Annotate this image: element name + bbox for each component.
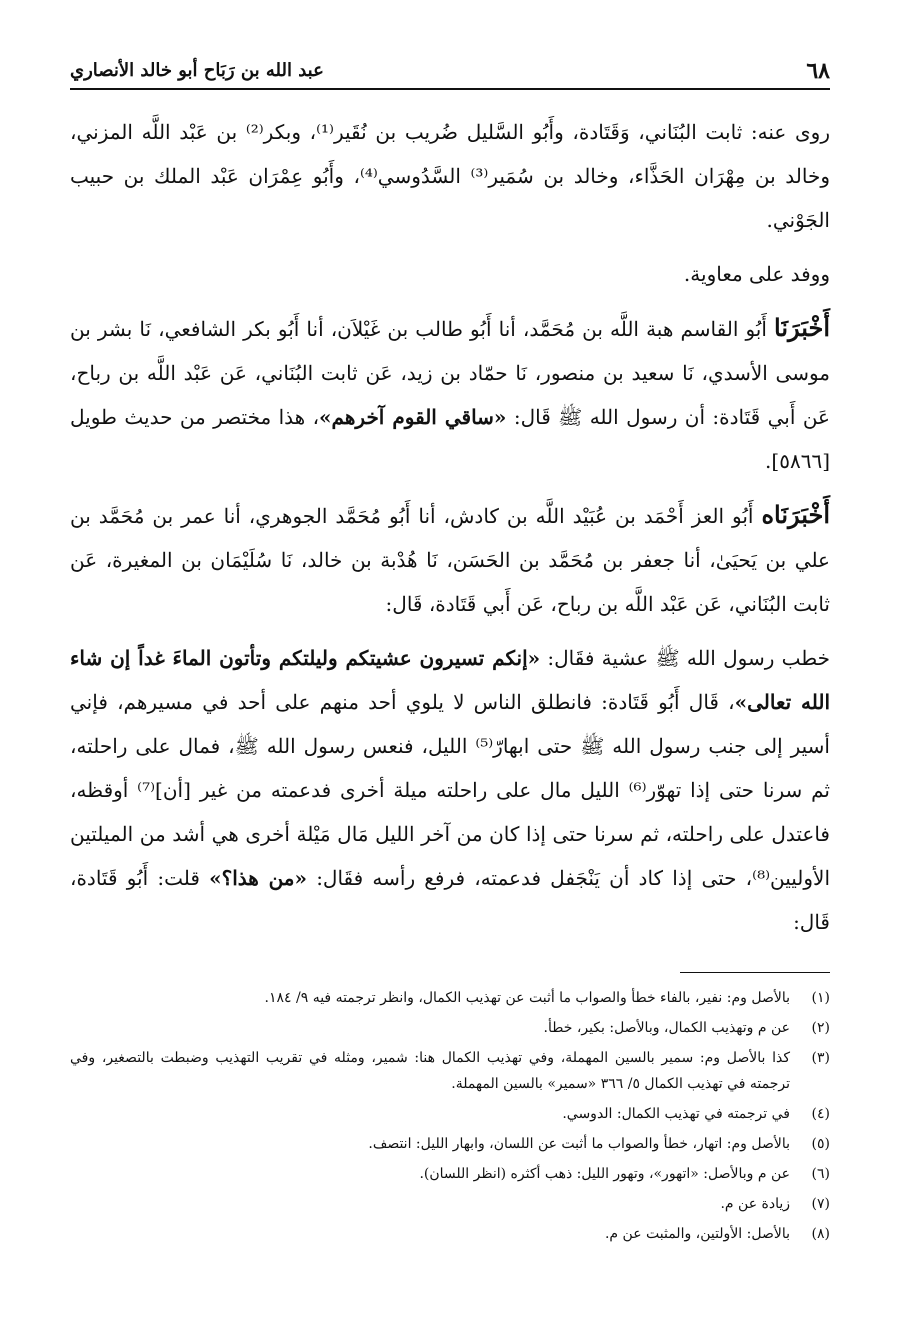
paragraph-hadith-1: أَخْبَرَنَا أَبُو القاسم هبة اللَّه بن مُحَمَّد، أنا أَبُو طالب بن غَيْلاَن، أنا أَبُو بكر الشافعي، نَا بشر بن موسى الأسدي، نَا سعيد بن منصور، نَا حمّاد بن زيد، عَن ثابت البُنَاني، عَن عَبْد اللَّه بن رباح، عَن أَبي قَتَادة: أن رسول الله ﷺ قَال: «ساقي القوم آخرهم»، هذا مختصر من حديث طويل [٥٨٦٦].: [70, 313, 830, 473]
footnote-text: في ترجمته في تهذيب الكمال: الدوسي.: [562, 1106, 790, 1122]
hadith-narrative: ، قَال أَبُو قَتَادة: فانطلق الناس لا يلوي أحد منهم على أحد في مسيرهم، فإني أسير إلى جنب رسول الله ﷺ حتى ابهارّ⁽⁵⁾ الليل، فنعس رسول الله ﷺ، فمال على راحلته، ثم سرنا حتى إذا تهوّر⁽⁶⁾ الليل مال على راحلته ميلة أخرى فدعمته من غير [أن]⁽⁷⁾ أوقظه، فاعتدل على راحلته، ثم سرنا حتى إذا كان من آخر الليل مَال مَيْلة أخرى هي أشد من الميلتين الأوليين⁽⁸⁾، حتى إذا كاد أن يَنْجَفل فدعمته، فرفع رأسه فقَال:: [70, 690, 831, 890]
hadith-answer: قلت: أَبُو قَتَادة، قَال:: [70, 866, 830, 934]
footnote: [70, 1015, 830, 1041]
paragraph-delegation: ووفد على معاوية.: [683, 262, 830, 286]
footnote-text: كذا بالأصل وم: سمير بالسين المهملة، وفي تهذيب الكمال هنا: شمير، ومثله في تقريب التهذيب وضبطت بالتصغير، وفي ترجمته في تهذيب الكمال ٥/ ٣٦٦ «سمير» بالسين المهملة.: [70, 1050, 790, 1092]
paragraph-hadith-2: [70, 636, 830, 944]
hadith-question: «من هذا؟»: [209, 866, 308, 890]
footnote: [70, 1221, 830, 1247]
footnote-number: (٦): [811, 1166, 830, 1182]
running-title: عبد الله بن رَبَاح أبو خالد الأنصاري: [70, 60, 324, 81]
footnote-text: زيادة عن م.: [720, 1196, 790, 1212]
footnote-number: (٨): [811, 1226, 830, 1242]
footnotes: [70, 985, 830, 1247]
footnote-text: عن م وبالأصل: «اتهور»، وتهور الليل: ذهب أكثره (انظر اللسان).: [419, 1166, 790, 1182]
footnote-text: بالأصل وم: اتهار، خطأ والصواب ما أثبت عن اللسان، وابهار الليل: انتصف.: [368, 1136, 790, 1152]
footnote: [70, 985, 830, 1011]
footnote-number: (٤): [811, 1106, 830, 1122]
chain-text: أَبُو العز أَحْمَد بن عُبَيْد اللَّه بن كادش، أنا أَبُو مُحَمَّد الجوهري، أنا عمر بن مُحَمَّد بن علي بن يَحيَىٰ، أنا جعفر بن مُحَمَّد بن الحَسَن، نَا هُدْبة بن خالد، نَا سُلَيْمَان بن المغيرة، عَن ثابت البُنَاني، عَن عَبْد اللَّه بن رباح، عَن أَبي قَتَادة، قَال:: [70, 504, 830, 616]
footnote: [70, 1131, 830, 1157]
footnote: [70, 1101, 830, 1127]
hadith-note: ، هذا مختصر من حديث طويل: [70, 405, 320, 429]
footnote-number: (٥): [811, 1136, 830, 1152]
reference-number: [٥٨٦٦]: [771, 449, 830, 473]
footnote: [70, 1161, 830, 1187]
footnote-text: بالأصل: الأولتين، والمثبت عن م.: [604, 1226, 790, 1242]
chain-text: أَبُو القاسم هبة اللَّه بن مُحَمَّد، أنا أَبُو طالب بن غَيْلاَن، أنا أَبُو بكر الشافعي، نَا بشر بن موسى الأسدي، نَا سعيد بن منصور، نَا حمّاد بن زيد، عَن ثابت البُنَاني، عَن عَبْد اللَّه بن رباح، عَن أَبي قَتَادة: أن رسول الله ﷺ قَال:: [70, 317, 830, 429]
footnote-text: بالأصل وم: نفير، بالفاء خطأ والصواب ما أثبت عن تهذيب الكمال، وانظر ترجمته فيه ٩/ ١٨٤.: [264, 990, 790, 1006]
hadith-quote: «إنكم تسيرون عشيتكم وليلتكم وتأتون الماءَ غداً إن شاء الله تعالى»: [70, 646, 831, 714]
footnote-number: (٧): [811, 1196, 830, 1212]
footnote: [70, 1191, 830, 1217]
footnote-text: عن م وتهذيب الكمال، وبالأصل: بكير، خطأ.: [543, 1020, 790, 1036]
footnote-number: (٣): [811, 1050, 830, 1066]
paragraph-chain-2: [70, 493, 830, 626]
hadith-intro: خطب رسول الله ﷺ عشية فقَال:: [540, 646, 831, 670]
footnote-separator: [680, 972, 830, 973]
footnote-number: (٢): [811, 1020, 830, 1036]
chain-lead-word: أَخْبَرَنَا: [774, 313, 830, 342]
hadith-quote: «ساقي القوم آخرهم»: [319, 405, 507, 429]
book-page: [70, 48, 830, 1251]
page-header: [70, 48, 830, 90]
paragraph-narrators: روى عنه: ثابت البُنَاني، وَقَتَادة، وأَبُو السَّليل ضُريب بن نُقَير⁽¹⁾، وبكر⁽²⁾ بن عَبْد اللَّه المزني، وخالد بن مِهْرَان الحَذَّاء، وخالد بن سُمَير⁽³⁾ السَّدُوسي⁽⁴⁾، وأَبُو عِمْرَان عَبْد الملك بن حبيب الجَوْني.: [70, 120, 830, 232]
page-number: ٦٨: [806, 58, 830, 84]
footnote: [70, 1045, 830, 1097]
footnote-number: (١): [811, 990, 830, 1006]
main-text: [70, 110, 830, 944]
chain-lead-word: أَخْبَرَنَاه: [761, 500, 830, 529]
